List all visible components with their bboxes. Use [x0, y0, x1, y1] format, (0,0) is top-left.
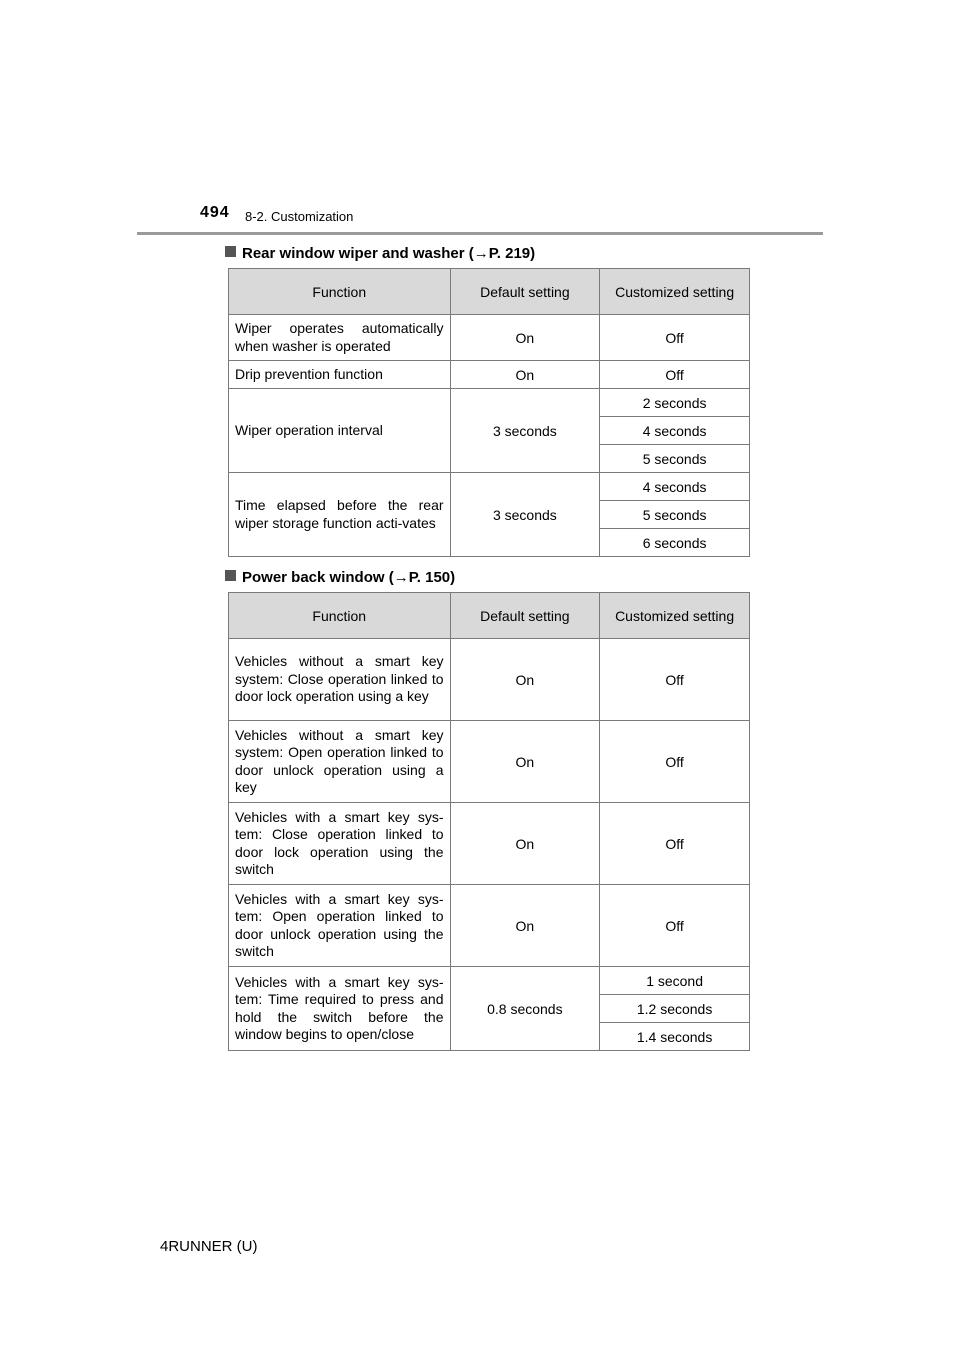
function-cell: Time elapsed before the rear wiper storage function acti-vates	[229, 473, 451, 557]
custom-cell: 5 seconds	[600, 501, 750, 529]
subheading-text: Rear window wiper and washer (	[242, 245, 474, 262]
column-header-customized: Customized setting	[600, 269, 750, 315]
table-row	[229, 803, 750, 885]
custom-cell: 5 seconds	[600, 445, 750, 473]
default-cell: On	[450, 803, 600, 885]
function-cell: Vehicles with a smart key sys-tem: Close operation linked to door lock operation using the switch	[229, 803, 451, 885]
header-rule	[137, 232, 823, 235]
custom-cell: Off	[600, 361, 750, 389]
page-reference: P. 219)	[488, 245, 536, 262]
default-cell: 0.8 seconds	[450, 967, 600, 1051]
default-cell: 3 seconds	[450, 389, 600, 473]
power-back-window-settings-table	[228, 592, 750, 1051]
subheading-text: Power back window (	[242, 569, 394, 586]
table-row	[229, 721, 750, 803]
arrow-right-icon: →	[393, 569, 409, 586]
column-header-default: Default setting	[450, 593, 600, 639]
rear-wiper-settings-table	[228, 268, 750, 557]
table-row	[229, 473, 750, 501]
table-row	[229, 361, 750, 389]
default-cell: On	[450, 639, 600, 721]
bullet-square-icon	[225, 570, 236, 581]
column-header-function: Function	[229, 269, 451, 315]
custom-cell: Off	[600, 803, 750, 885]
table-row	[229, 639, 750, 721]
table-row	[229, 389, 750, 417]
table-row	[229, 967, 750, 995]
custom-cell: Off	[600, 639, 750, 721]
custom-cell: 1 second	[600, 967, 750, 995]
custom-cell: 4 seconds	[600, 473, 750, 501]
column-header-default: Default setting	[450, 269, 600, 315]
function-cell: Wiper operation interval	[229, 389, 451, 473]
subheading-power-back-window	[225, 569, 455, 586]
default-cell: On	[450, 885, 600, 967]
page-reference: P. 150)	[408, 569, 456, 586]
page-number: 494	[200, 204, 230, 221]
subheading-rear-wiper	[225, 245, 535, 262]
table-row	[229, 885, 750, 967]
custom-cell: 6 seconds	[600, 529, 750, 557]
custom-cell: 1.2 seconds	[600, 995, 750, 1023]
function-cell: Drip prevention function	[229, 361, 451, 389]
function-cell: Vehicles with a smart key sys-tem: Time required to press and hold the switch before the window begins to open/close	[229, 967, 451, 1051]
custom-cell: Off	[600, 885, 750, 967]
column-header-customized: Customized setting	[600, 593, 750, 639]
footer-model: 4RUNNER (U)	[160, 1238, 258, 1255]
bullet-square-icon	[225, 246, 236, 257]
custom-cell: 4 seconds	[600, 417, 750, 445]
default-cell: On	[450, 315, 600, 361]
default-cell: On	[450, 721, 600, 803]
default-cell: On	[450, 361, 600, 389]
default-cell: 3 seconds	[450, 473, 600, 557]
table-row	[229, 315, 750, 361]
custom-cell: 1.4 seconds	[600, 1023, 750, 1051]
custom-cell: 2 seconds	[600, 389, 750, 417]
function-cell: Vehicles without a smart key system: Close operation linked to door lock operation using a key	[229, 639, 451, 721]
custom-cell: Off	[600, 315, 750, 361]
function-cell: Vehicles without a smart key system: Open operation linked to door unlock operation using a key	[229, 721, 451, 803]
function-cell: Vehicles with a smart key sys-tem: Open operation linked to door unlock operation using the switch	[229, 885, 451, 967]
column-header-function: Function	[229, 593, 451, 639]
custom-cell: Off	[600, 721, 750, 803]
arrow-right-icon: →	[473, 245, 489, 262]
function-cell: Wiper operates automatically when washer is operated	[229, 315, 451, 361]
section-title: 8-2. Customization	[245, 209, 354, 224]
